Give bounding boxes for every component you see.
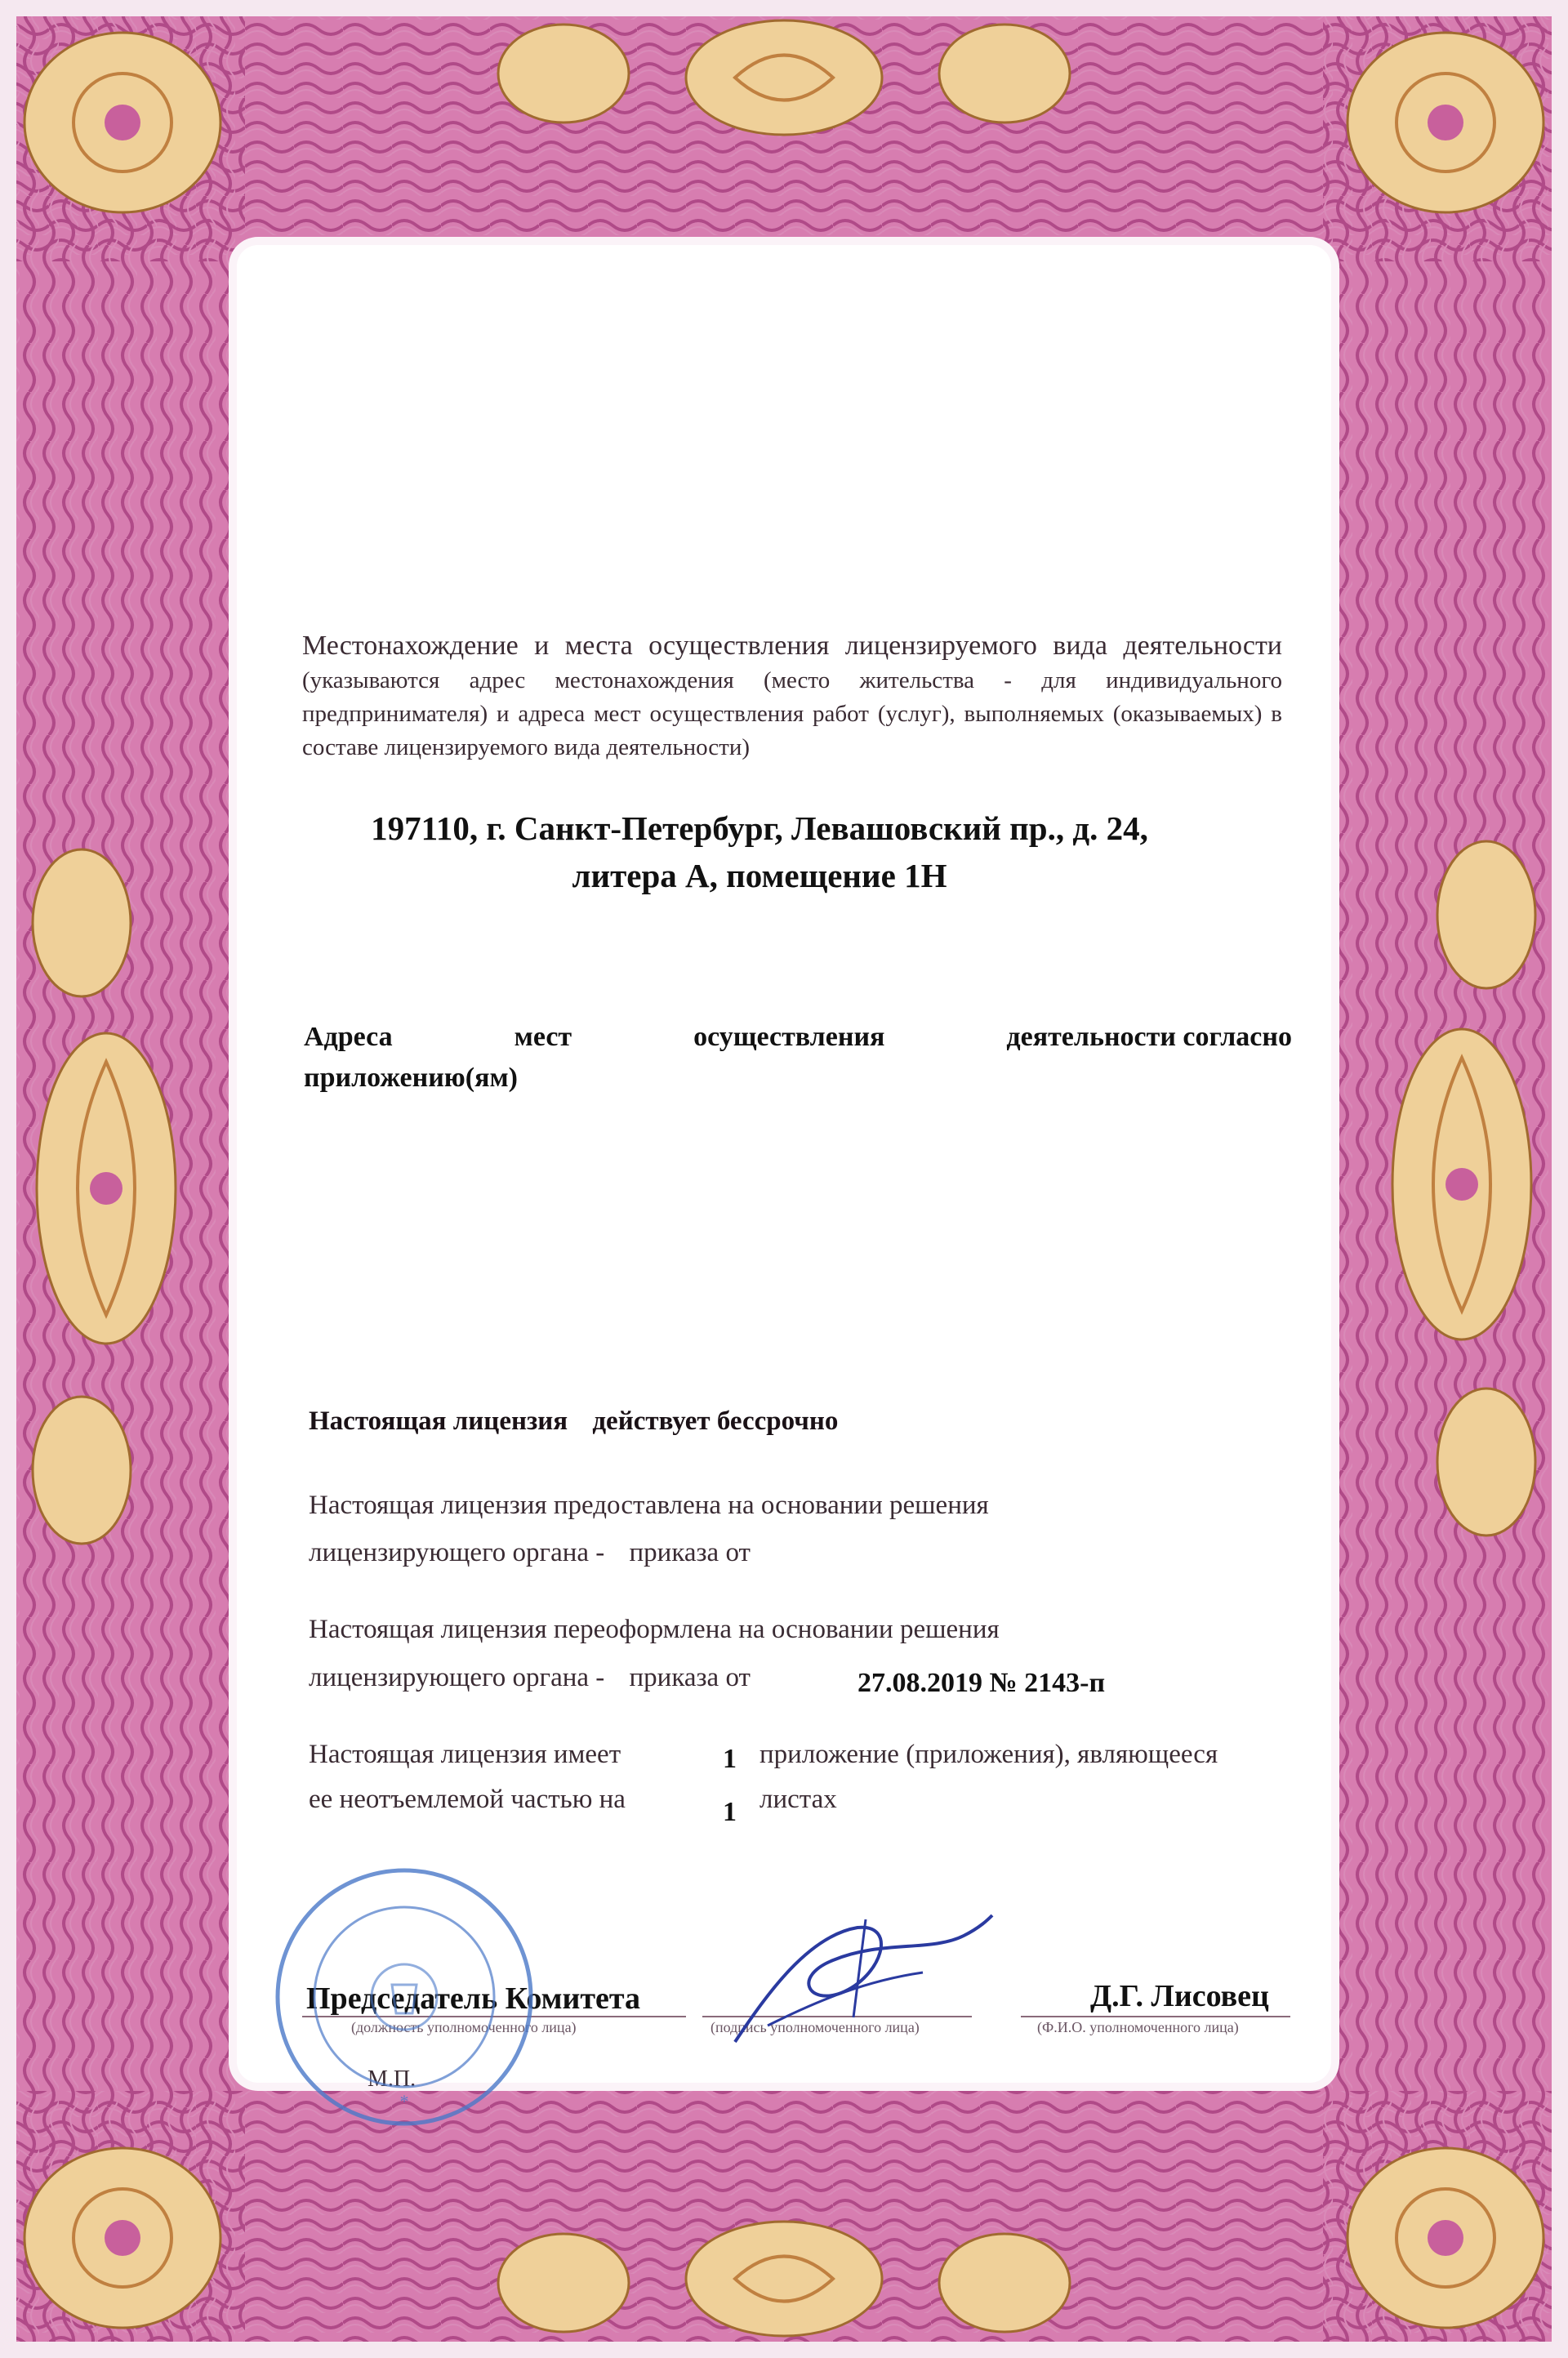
signature-image [719,1903,996,2058]
reissued-order-number: 27.08.2019 № 2143-п [858,1668,1106,1698]
appendix-line-1-b: приложение (приложения), являющееся [760,1740,1218,1769]
appendix-line-2-b: листах [760,1785,837,1814]
reissued-line-2 [309,1663,751,1693]
addresses-word-2: мест [514,1022,572,1052]
granted-line-2 [309,1538,751,1568]
appendix-line-1-a: Настоящая лицензия имеет [309,1740,621,1769]
location-intro-lead: Местонахождение и места осуществления лицензируемого вида деятельности [302,631,1282,661]
signatory-name: Д.Г. Лисовец [1090,1979,1269,2013]
appendix-line-2-a: ее неотъемлемой частью на [309,1785,626,1814]
validity-value: действует бессрочно [592,1406,839,1436]
reissued-line-1: Настоящая лицензия переоформлена на основании решения [309,1615,1000,1644]
name-caption: (Ф.И.О. уполномоченного лица) [1037,2019,1239,2035]
appendix-sheets: 1 [723,1797,737,1827]
reissued-organ: лицензирующего органа - [309,1663,605,1692]
signature-caption: (подпись уполномоченного лица) [710,2019,920,2035]
license-address [270,805,1250,899]
signatory-position: Председатель Комитета [306,1981,641,2016]
granted-organ: лицензирующего органа - [309,1538,605,1567]
position-caption: (должность уполномоченного лица) [351,2019,577,2035]
validity-label: Настоящая лицензия [309,1406,568,1436]
location-intro-rest: (указываются адрес местонахождения (место жительства - для индивидуального предпринимателя) и адреса мест осуществления работ (услуг), выполняемых (оказываемых) в составе лицензируемого вида деятельности) [302,667,1282,760]
addresses-word-3: осуществления [693,1022,885,1052]
addresses-label [304,1017,1292,1099]
location-intro [302,629,1282,764]
validity-line [309,1406,838,1437]
addresses-word-4: деятельности согласно [1006,1022,1292,1052]
granted-order: приказа от [629,1538,751,1567]
address-line-1: 197110, г. Санкт-Петербург, Левашовский пр., д. 24, [371,809,1148,847]
name-underline [1021,2016,1290,2017]
official-stamp [270,1862,539,2132]
addresses-word-1: Адреса [304,1022,393,1052]
svg-text:*: * [399,2091,409,2111]
granted-line-1: Настоящая лицензия предоставлена на основании решения [309,1491,989,1520]
seal-place-label: М.П. [368,2066,416,2092]
appendix-count: 1 [723,1744,737,1774]
addresses-label-line-2: приложению(ям) [304,1063,518,1093]
address-line-2: литера А, помещение 1Н [572,857,947,894]
reissued-order: приказа от [629,1663,751,1692]
